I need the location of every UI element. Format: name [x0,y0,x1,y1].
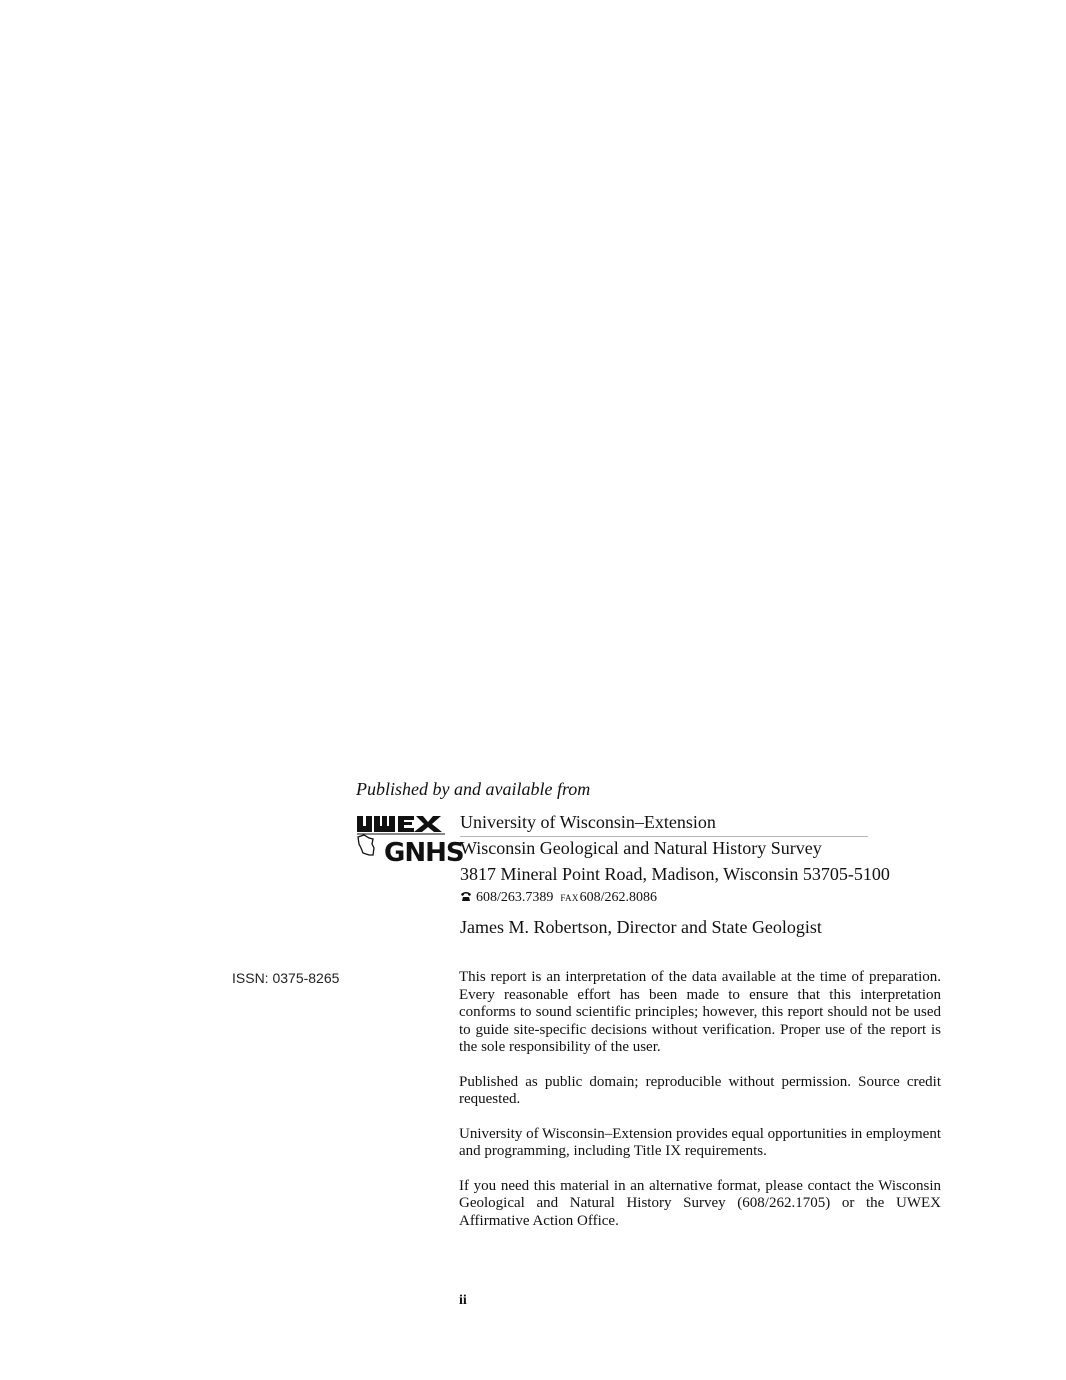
publisher-line-1: University of Wisconsin–Extension [460,812,716,832]
uwex-wgnhs-logo [355,813,464,868]
issn: ISSN: 0375-8265 [232,970,340,986]
equal-opportunity-paragraph: University of Wisconsin–Extension provides equal opportunities in employment and programming, including Title IX requirements. [459,1125,941,1159]
alternative-format-paragraph: If you need this material in an alternative format, please contact the Wisconsin Geological and Natural History Survey (608/262.1705) or the UWEX Affirmative Action Office. [459,1177,941,1229]
published-by-heading: Published by and available from [356,779,591,799]
notice-text [459,969,941,1247]
gnhs-logo-mark [384,838,464,868]
svg-text:GNHS: GNHS [384,838,464,868]
disclaimer-paragraph: This report is an interpretation of the data available at the time of preparation. Every reasonable effort has been made to ensure that this interpretation conforms to sound scientific principles; however, this report should not be used to guide site-specific decisions without verification. Proper use of the report is the sole responsibility of the user. [459,969,941,1055]
phone-fax-line [460,890,657,906]
phone-number: 608/263.7389 [476,890,554,905]
fax-label: FAX [560,893,579,903]
uwex-logo-mark [357,816,445,834]
divider [460,836,868,837]
page-number: ii [459,1293,467,1308]
wisconsin-map-icon [358,835,374,855]
publisher-line-2: Wisconsin Geological and Natural History Survey [460,838,822,858]
fax-number: 608/262.8086 [579,890,658,905]
public-domain-paragraph: Published as public domain; reproducible without permission. Source credit requested. [459,1073,941,1107]
director-line: James M. Robertson, Director and State Geologist [460,917,822,937]
publisher-address: 3817 Mineral Point Road, Madison, Wisconsin 53705-5100 [460,864,890,884]
telephone-icon [460,891,472,902]
